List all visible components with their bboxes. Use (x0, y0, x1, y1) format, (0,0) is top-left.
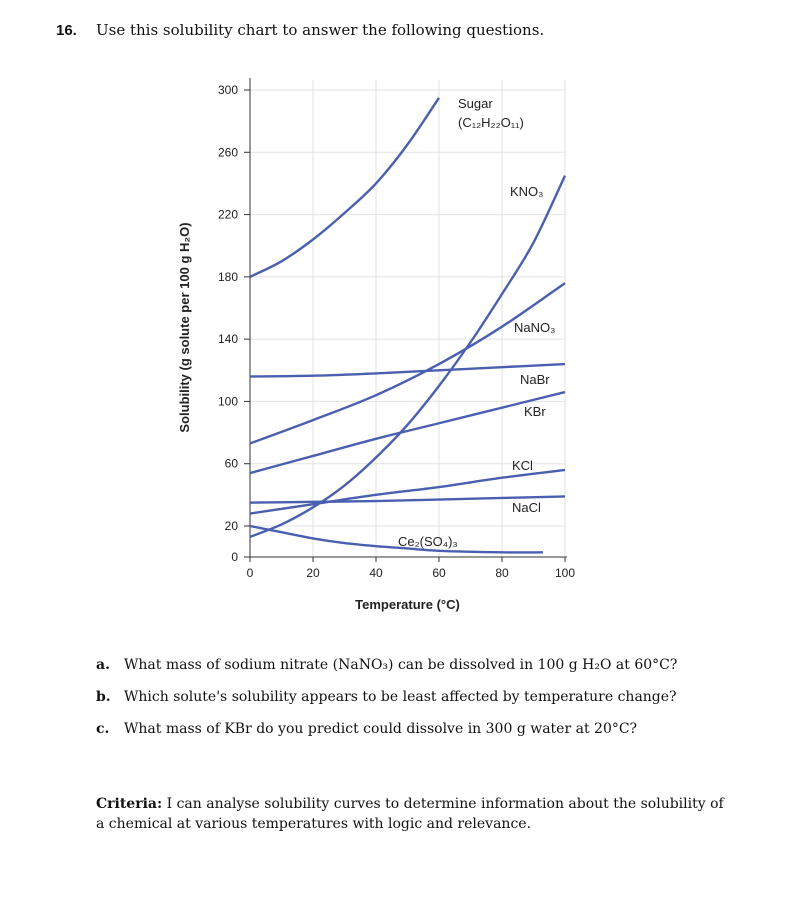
y-tick-label: 100 (217, 394, 238, 409)
y-tick-label: 300 (217, 83, 238, 97)
series-label-nacl: NaCl (512, 500, 541, 515)
y-tick-label: 140 (217, 332, 238, 347)
series-line-kno3 (250, 176, 565, 537)
y-tick-label: 180 (217, 269, 238, 284)
x-axis-label: Temperature (°C) (355, 597, 460, 612)
series-sublabel-sugar: (C₁₂H₂₂O₁₁) (458, 115, 524, 130)
series-label-kbr: KBr (524, 404, 546, 419)
series-label-ce2so43: Ce₂(SO₄)₃ (398, 534, 458, 549)
x-tick-label: 20 (306, 566, 320, 580)
y-tick-label: 20 (224, 519, 238, 533)
y-tick-label: 260 (217, 145, 238, 160)
subquestion-b-label: b. (96, 689, 111, 705)
question-text: Use this solubility chart to answer the following questions. (96, 21, 545, 39)
y-tick-label: 0 (231, 550, 238, 564)
x-tick-label: 80 (495, 566, 509, 580)
y-tick-label: 60 (224, 456, 238, 471)
series-label-kno3: KNO₃ (510, 184, 544, 199)
series-line-sugar (250, 98, 439, 277)
series-label-nano3: NaNO₃ (514, 320, 556, 335)
subquestion-c-text: What mass of KBr do you predict could dissolve in 300 g water at 20°C? (124, 721, 638, 737)
x-tick-label: 100 (554, 566, 576, 580)
question-number: 16. (56, 22, 77, 39)
subquestion-a-text: What mass of sodium nitrate (NaNO₃) can be dissolved in 100 g H₂O at 60°C? (124, 657, 678, 673)
subquestion-c-label: c. (96, 721, 110, 737)
series-line-nabr (250, 364, 565, 376)
subquestion-b (96, 689, 677, 705)
series-label-kcl: KCl (512, 458, 533, 473)
x-tick-label: 0 (246, 566, 254, 580)
series-label-sugar: Sugar (458, 96, 493, 111)
y-tick-label: 220 (217, 207, 238, 222)
subquestion-c (96, 721, 637, 737)
series-label-nabr: NaBr (520, 372, 550, 387)
subquestion-a (96, 657, 677, 673)
subquestion-b-text: Which solute's solubility appears to be least affected by temperature change? (124, 689, 677, 705)
x-tick-label: 60 (432, 566, 446, 580)
criteria-text: I can analyse solubility curves to determine information about the solubility of a chemical at various temperatures with logic and relevance. (96, 796, 724, 832)
series-line-ce2so43 (250, 526, 543, 552)
series-line-nano3 (250, 283, 565, 443)
criteria (96, 794, 736, 834)
x-tick-label: 40 (369, 566, 383, 580)
criteria-label: Criteria: (96, 796, 163, 812)
subquestion-a-label: a. (96, 657, 110, 673)
y-axis-label: Solubility (g solute per 100 g H₂O) (177, 222, 192, 433)
